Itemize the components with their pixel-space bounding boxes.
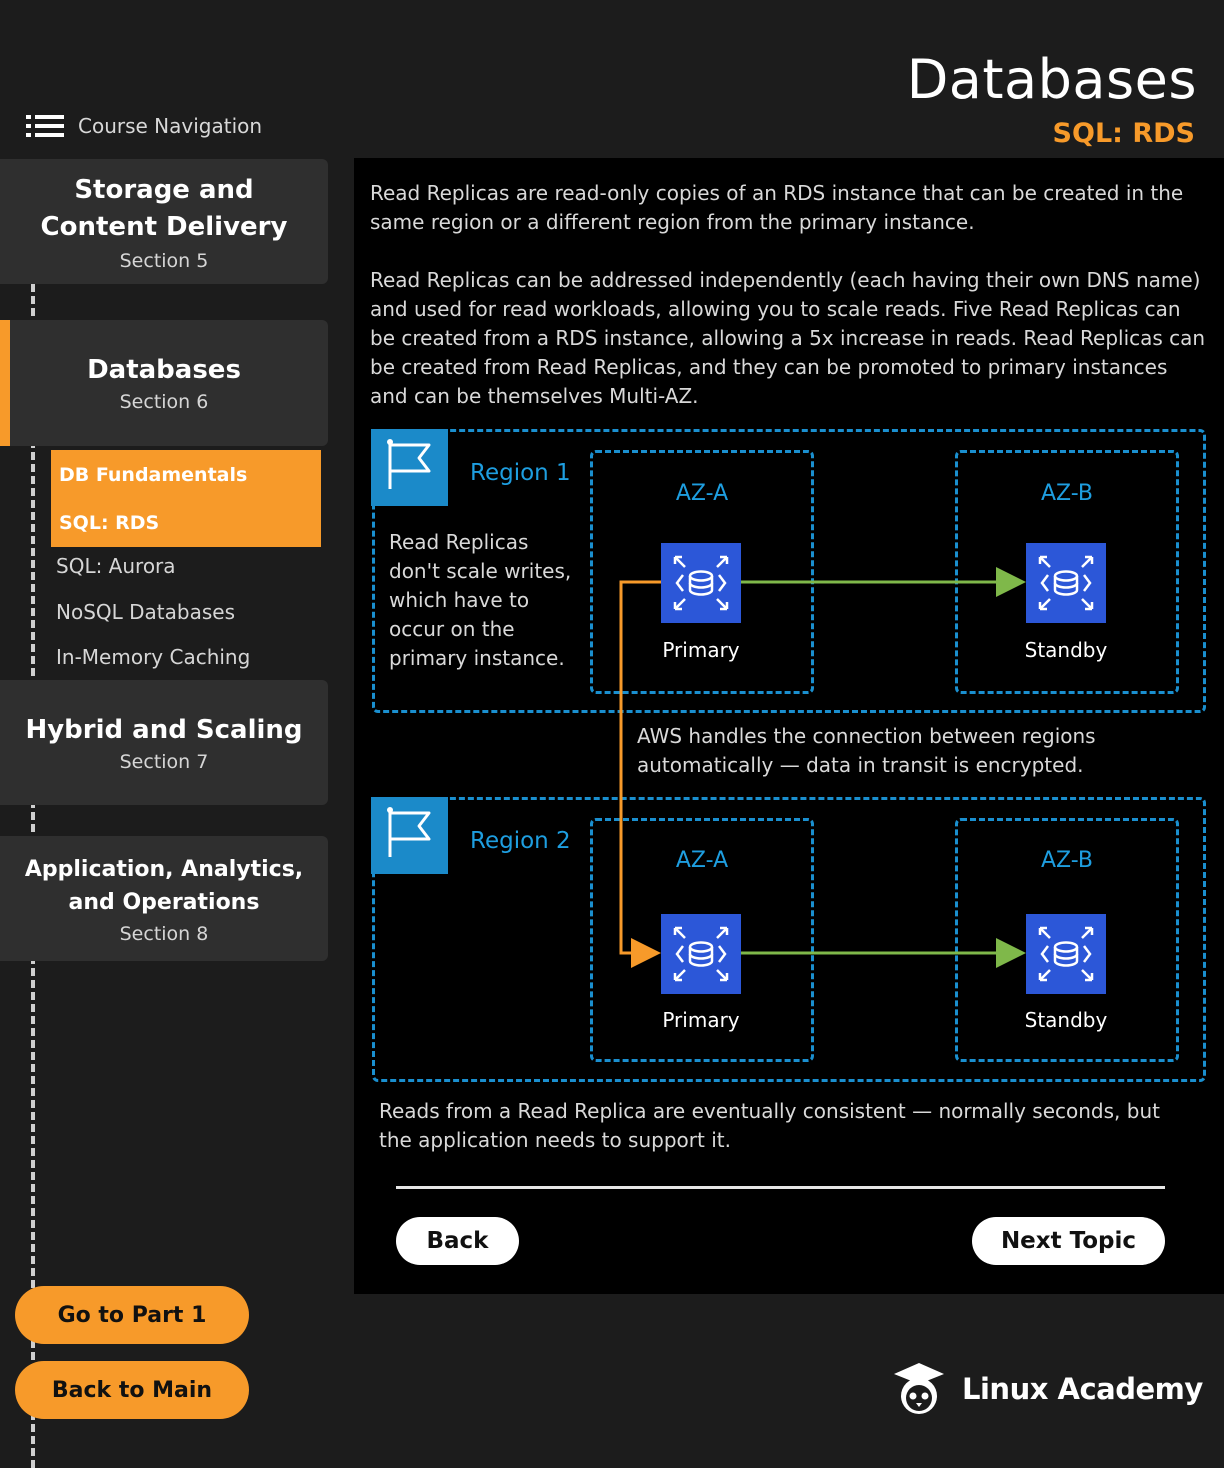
subtopic-in-memory-caching[interactable]: In-Memory Caching (56, 645, 251, 669)
go-to-part1-button[interactable]: Go to Part 1 (15, 1286, 249, 1344)
subtopic-db-fundamentals[interactable]: DB Fundamentals (59, 464, 248, 486)
consistency-paragraph: Reads from a Read Replica are eventually consistent — normally seconds, but the application needs to support it. (379, 1099, 1160, 1152)
section-title: Hybrid and Scaling (25, 714, 303, 745)
back-button[interactable]: Back (396, 1217, 519, 1265)
section-number: Section 6 (119, 391, 209, 413)
subtopic-nosql-databases[interactable]: NoSQL Databases (56, 600, 235, 624)
section-number: Section 8 (119, 922, 209, 945)
divider (396, 1186, 1165, 1189)
section-title: Databases (87, 355, 241, 385)
page-subtitle: SQL: RDS (1052, 118, 1195, 149)
primary-label: Primary (662, 1008, 740, 1032)
az-label: AZ-B (1041, 481, 1093, 506)
rds-database-icon (661, 914, 741, 994)
details-paragraph: Read Replicas can be addressed independently (each having their own DNS name) and used for read workloads, allowing you to scale reads. Five Read Replicas can be created from a RDS instance, allowing a 5x increase in reads. Read Replicas can be created from Read Replicas, and they can be promoted to primary instances and can be themselves Multi-AZ. (370, 268, 1206, 408)
section-number: Section 5 (119, 249, 209, 272)
next-topic-button[interactable]: Next Topic (972, 1217, 1165, 1265)
rds-database-icon (661, 543, 741, 623)
page-title: Databases (906, 48, 1197, 111)
course-navigation-label: Course Navigation (78, 114, 263, 138)
rds-database-icon (1026, 543, 1106, 623)
az-label: AZ-A (675, 848, 729, 873)
primary-label: Primary (662, 638, 740, 662)
subtopic-sql-rds[interactable]: SQL: RDS (59, 512, 160, 534)
intro-paragraph: Read Replicas are read-only copies of an RDS instance that can be created in the same region or a different region from the primary instance. (370, 181, 1184, 234)
az-label: AZ-B (1041, 848, 1093, 873)
region2-label: Region 2 (470, 828, 571, 854)
section-title: Storage and Content Delivery (40, 174, 288, 242)
section-number: Section 7 (119, 750, 209, 773)
standby-label: Standby (1024, 638, 1108, 662)
transit-note: AWS handles the connection between regions automatically — data in transit is encrypted. (637, 724, 1096, 777)
back-to-main-button[interactable]: Back to Main (15, 1361, 249, 1419)
linux-academy-logo (890, 1360, 1203, 1418)
brand-name: Linux Academy (962, 1372, 1203, 1406)
section-title: Application, Analytics, and Operations (24, 856, 304, 915)
owl-logo-icon (890, 1360, 948, 1418)
rds-database-icon (1026, 914, 1106, 994)
subtopic-sql-aurora[interactable]: SQL: Aurora (56, 554, 176, 578)
region1-label: Region 1 (470, 460, 571, 486)
az-label: AZ-A (675, 481, 729, 506)
writes-note: Read Replicas don't scale writes, which have to occur on the primary instance. (389, 530, 572, 670)
standby-label: Standby (1024, 1008, 1108, 1032)
